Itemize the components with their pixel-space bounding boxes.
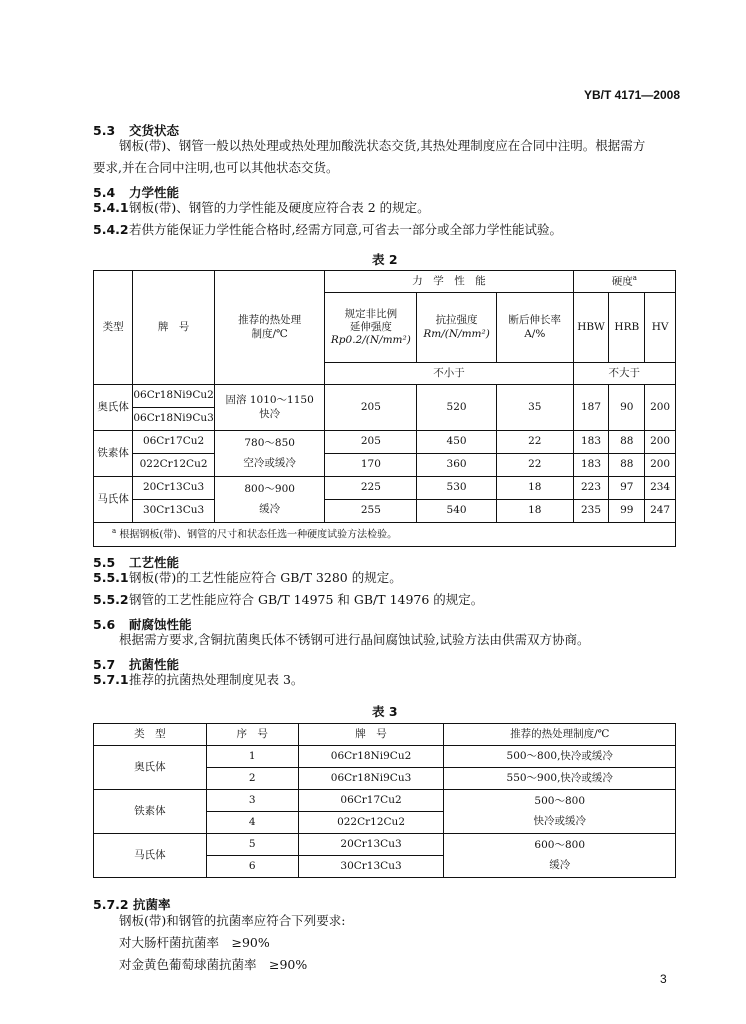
value-cell: 223 — [573, 477, 609, 500]
value-cell: 90 — [609, 385, 645, 431]
header-elongation: 断后伸长率 A/% — [496, 293, 573, 363]
section-5-4-heading: 5.4 力学性能 — [93, 185, 180, 200]
value-cell: 450 — [417, 431, 497, 454]
section-5-5-1: 5.5.1钢板(带)的工艺性能应符合 GB/T 3280 的规定。 — [93, 570, 402, 585]
header-not-less: 不小于 — [325, 363, 573, 385]
grade-cell: 06Cr18Ni9Cu3 — [298, 768, 444, 790]
table-2 — [93, 270, 676, 547]
header-hbw: HBW — [573, 293, 609, 363]
section-5-7-heading: 5.7 抗菌性能 — [93, 657, 180, 672]
table-2-footnote: $^a$ 根据钢板(带)、钢管的尺寸和状态任选一种硬度试验方法检验。 — [94, 523, 676, 547]
value-cell: 540 — [417, 500, 497, 523]
value-cell: 200 — [645, 431, 676, 454]
heat-treatment-cell: 固溶 1010～1150 快冷 — [214, 385, 325, 431]
section-5-3-line1: 钢板(带)、钢管一般以热处理或热处理加酸洗状态交货,其热处理制度应在合同中注明。根据需方 — [119, 138, 646, 153]
header-hrb: HRB — [609, 293, 645, 363]
row-type-martensitic: 马氏体 — [94, 834, 207, 878]
heat-treatment-cell: 780～850 空冷或缓冷 — [214, 431, 325, 477]
row-type-ferritic: 铁素体 — [94, 431, 133, 477]
number-cell: 2 — [206, 768, 298, 790]
header-yield-strength: 规定非比例 延伸强度 Rp0.2/(N/mm²) — [325, 293, 417, 363]
table-3 — [93, 723, 676, 878]
row-type-martensitic: 马氏体 — [94, 477, 133, 523]
value-cell: 22 — [496, 454, 573, 477]
section-5-3-line2: 要求,并在合同中注明,也可以其他状态交货。 — [93, 160, 339, 175]
grade-cell: 30Cr13Cu3 — [133, 500, 214, 523]
value-cell: 18 — [496, 477, 573, 500]
value-cell: 255 — [325, 500, 417, 523]
header-grade: 牌 号 — [298, 724, 444, 746]
section-5-5-2: 5.5.2钢管的工艺性能应符合 GB/T 14975 和 GB/T 14976 的规定。 — [93, 592, 484, 607]
grade-cell: 20Cr13Cu3 — [298, 834, 444, 856]
value-cell: 88 — [609, 454, 645, 477]
header-type: 类 型 — [94, 724, 207, 746]
value-cell: 234 — [645, 477, 676, 500]
value-cell: 205 — [325, 385, 417, 431]
grade-cell: 06Cr18Ni9Cu2 — [133, 385, 214, 408]
header-number: 序 号 — [206, 724, 298, 746]
grade-cell: 20Cr13Cu3 — [133, 477, 214, 500]
document-number: YB/T 4171—2008 — [583, 88, 680, 102]
value-cell: 35 — [496, 385, 573, 431]
header-heat-treatment: 推荐的热处理制度/℃ — [214, 271, 325, 385]
grade-cell: 30Cr13Cu3 — [298, 856, 444, 878]
grade-cell: 022Cr12Cu2 — [133, 454, 214, 477]
header-mechanical: 力 学 性 能 — [325, 271, 573, 293]
row-type-austenitic: 奥氏体 — [94, 746, 207, 790]
grade-cell: 06Cr17Cu2 — [133, 431, 214, 454]
value-cell: 88 — [609, 431, 645, 454]
grade-cell: 06Cr18Ni9Cu3 — [133, 408, 214, 431]
header-not-more: 不大于 — [573, 363, 675, 385]
value-cell: 170 — [325, 454, 417, 477]
grade-cell: 06Cr17Cu2 — [298, 790, 444, 812]
section-5-4-2: 5.4.2若供方能保证力学性能合格时,经需方同意,可省去一部分或全部力学性能试验。 — [93, 222, 562, 237]
value-cell: 360 — [417, 454, 497, 477]
value-cell: 18 — [496, 500, 573, 523]
heat-treatment-cell: 550～900,快冷或缓冷 — [444, 768, 676, 790]
header-type: 类型 — [94, 271, 133, 385]
page-number: 3 — [660, 972, 667, 986]
value-cell: 235 — [573, 500, 609, 523]
value-cell: 99 — [609, 500, 645, 523]
grade-cell: 06Cr18Ni9Cu2 — [298, 746, 444, 768]
number-cell: 6 — [206, 856, 298, 878]
row-type-ferritic: 铁素体 — [94, 790, 207, 834]
heat-treatment-cell: 500～800,快冷或缓冷 — [444, 746, 676, 768]
section-5-7-2-line1: 钢板(带)和钢管的抗菌率应符合下列要求: — [119, 913, 346, 928]
number-cell: 3 — [206, 790, 298, 812]
heat-treatment-cell: 500～800 快冷或缓冷 — [444, 790, 676, 834]
value-cell: 225 — [325, 477, 417, 500]
value-cell: 520 — [417, 385, 497, 431]
section-5-6-text: 根据需方要求,含铜抗菌奥氏体不锈钢可进行晶间腐蚀试验,试验方法由供需双方协商。 — [119, 632, 590, 647]
section-5-7-1: 5.7.1推荐的抗菌热处理制度见表 3。 — [93, 672, 304, 687]
heat-treatment-cell: 800～900 缓冷 — [214, 477, 325, 523]
row-type-austenitic: 奥氏体 — [94, 385, 133, 431]
value-cell: 200 — [645, 454, 676, 477]
header-tensile-strength: 抗拉强度 Rm/(N/mm²) — [417, 293, 497, 363]
value-cell: 530 — [417, 477, 497, 500]
value-cell: 183 — [573, 454, 609, 477]
heat-treatment-cell: 600～800 缓冷 — [444, 834, 676, 878]
number-cell: 5 — [206, 834, 298, 856]
value-cell: 187 — [573, 385, 609, 431]
section-5-5-heading: 5.5 工艺性能 — [93, 555, 180, 570]
section-5-6-heading: 5.6 耐腐蚀性能 — [93, 617, 192, 632]
header-heat-treatment: 推荐的热处理制度/℃ — [444, 724, 676, 746]
section-5-4-1: 5.4.1钢板(带)、钢管的力学性能及硬度应符合表 2 的规定。 — [93, 200, 430, 215]
header-hardness: 硬度$^a$ — [573, 271, 675, 293]
value-cell: 22 — [496, 431, 573, 454]
section-5-7-2-heading: 5.7.2 抗菌率 — [93, 897, 171, 912]
header-grade: 牌 号 — [133, 271, 214, 385]
table-3-caption: 表 3 — [372, 704, 398, 719]
section-5-7-2-line2: 对大肠杆菌抗菌率 ≥90% — [119, 935, 270, 950]
section-5-3-heading: 5.3 交货状态 — [93, 123, 180, 138]
value-cell: 205 — [325, 431, 417, 454]
value-cell: 183 — [573, 431, 609, 454]
grade-cell: 022Cr12Cu2 — [298, 812, 444, 834]
value-cell: 200 — [645, 385, 676, 431]
table-2-caption: 表 2 — [372, 252, 398, 267]
section-5-7-2-line3: 对金黄色葡萄球菌抗菌率 ≥90% — [119, 957, 308, 972]
number-cell: 1 — [206, 746, 298, 768]
value-cell: 247 — [645, 500, 676, 523]
number-cell: 4 — [206, 812, 298, 834]
value-cell: 97 — [609, 477, 645, 500]
header-hv: HV — [645, 293, 676, 363]
